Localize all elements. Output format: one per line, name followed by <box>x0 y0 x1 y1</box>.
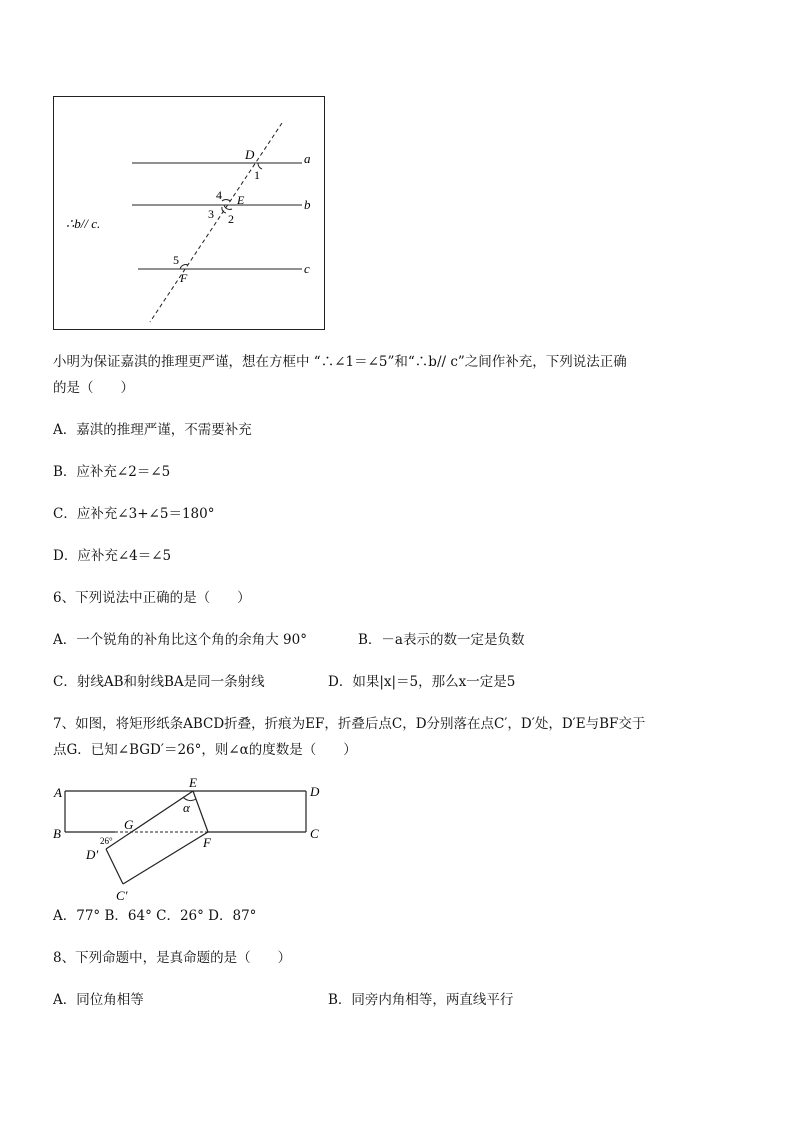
angle-4-arc <box>222 199 230 201</box>
angle-2-arc <box>224 205 232 209</box>
label-point-d: D <box>245 147 255 162</box>
q6-option-d: D．如果|x|＝5，那么x一定是5 <box>328 674 516 690</box>
q5-text-line1: 小明为保证嘉淇的推理更严谨，想在方框中 “∴∠1＝∠5”和“∴b// c”之间作补充，下列说法正确 <box>53 354 627 370</box>
label-angle-26: 26° <box>100 836 113 846</box>
label-angle-4: 4 <box>216 188 222 202</box>
label-line-c: c <box>304 261 310 276</box>
label-alpha: α <box>183 800 190 815</box>
label-e: E <box>189 775 197 790</box>
label-a: A <box>54 785 62 800</box>
q6-option-a: A．一个锐角的补角比这个角的余角大 90° <box>53 632 307 648</box>
q8-option-b: B．同旁内角相等，两直线平行 <box>328 992 514 1008</box>
transversal <box>150 123 282 322</box>
q8-stem: 8、下列命题中，是真命题的是（ ） <box>53 950 292 966</box>
label-angle-2: 2 <box>228 212 234 226</box>
q7-stem-line2: 点G．已知∠BGD′＝26°，则∠α的度数是（ ） <box>53 742 357 758</box>
label-b: B <box>53 826 61 841</box>
fold-crease-ef <box>193 791 208 832</box>
fold-ed-prime <box>106 791 193 849</box>
figure-2-diagram <box>50 772 340 904</box>
label-line-a: a <box>304 151 311 166</box>
q6-option-b: B．－a表示的数一定是负数 <box>358 632 525 648</box>
fold-d-prime-c-prime <box>106 849 123 884</box>
label-d: D <box>310 784 320 799</box>
figure-1-conclusion: ∴b// c. <box>66 216 101 231</box>
q5-option-b: B．应补充∠2＝∠5 <box>53 464 171 480</box>
q5-option-a: A．嘉淇的推理严谨，不需要补充 <box>53 422 252 438</box>
q8-option-a: A．同位角相等 <box>53 992 144 1008</box>
figure-1-diagram <box>54 97 326 331</box>
label-g: G <box>124 817 134 832</box>
label-point-e: E <box>237 193 245 207</box>
q7-options: A．77° B．64° C．26° D．87° <box>53 908 257 924</box>
label-angle-1: 1 <box>254 168 260 182</box>
label-line-b: b <box>304 197 311 212</box>
fold-fc-prime <box>123 832 208 884</box>
q6-option-c: C．射线AB和射线BA是同一条射线 <box>53 674 265 690</box>
label-angle-3: 3 <box>208 207 214 221</box>
label-f: F <box>203 835 211 850</box>
label-c-prime: C′ <box>116 888 128 903</box>
angle-5-arc <box>180 265 188 269</box>
label-angle-5: 5 <box>173 253 179 267</box>
q7-stem-line1: 7、如图，将矩形纸条ABCD折叠，折痕为EF，折叠后点C，D分别落在点C′，D′处，D′E与BF交于 <box>53 716 646 732</box>
figure-1-box <box>53 96 325 330</box>
label-c: C <box>310 826 319 841</box>
q6-stem: 6、下列说法中正确的是（ ） <box>53 590 251 606</box>
q5-option-c: C．应补充∠3+∠5＝180° <box>53 506 215 522</box>
label-d-prime: D′ <box>86 847 99 862</box>
label-point-f: F <box>180 271 188 285</box>
q5-text-line2: 的是（ ） <box>53 380 134 396</box>
q5-option-d: D．应补充∠4＝∠5 <box>53 548 172 564</box>
